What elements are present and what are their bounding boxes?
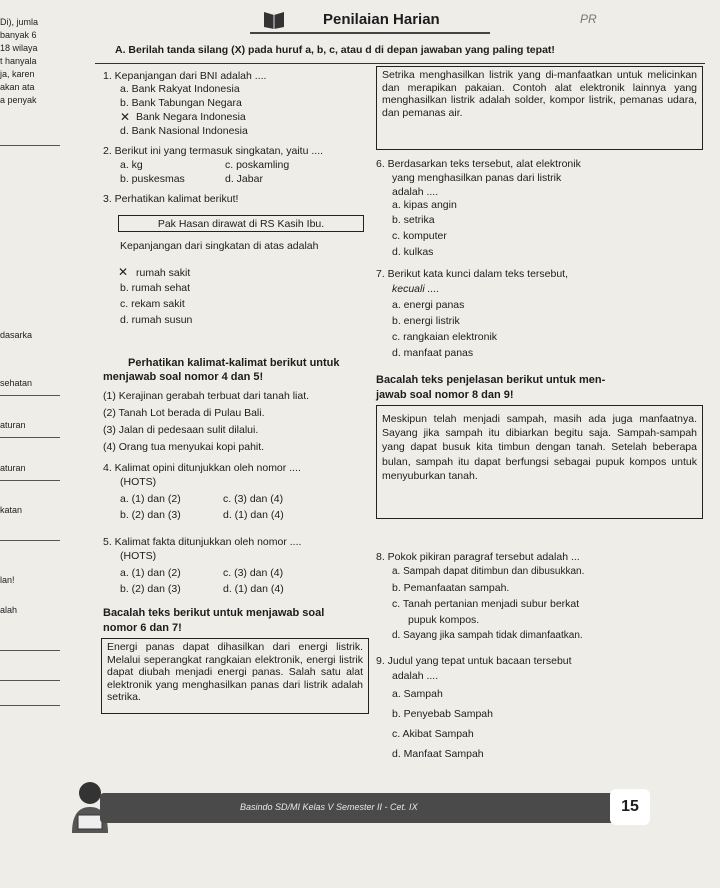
read-instruction: jawab soal nomor 8 dan 9! [376,389,514,401]
q8-option-c-cont: pupuk kompos. [408,614,480,626]
q7-option-b[interactable]: b. energi listrik [392,315,460,327]
margin-text: banyak 6 [0,30,37,40]
margin-text: dasarka [0,330,33,340]
read-instruction: nomor 6 dan 7! [103,622,182,634]
q3-option-b[interactable]: b. rumah sehat [120,282,191,294]
q2-option-a[interactable]: a. kg [120,159,143,171]
q7-option-d[interactable]: d. manfaat panas [392,347,474,359]
q5-option-b[interactable]: b. (2) dan (3) [120,583,181,595]
q3-option-d[interactable]: d. rumah susun [120,314,193,326]
text-box-top [376,66,703,150]
book-icon [262,8,286,30]
q2-option-d[interactable]: d. Jabar [225,173,263,185]
q4-hots: (HOTS) [120,476,157,488]
q3-option-a[interactable]: rumah sakit [136,267,191,279]
q3-follow: Kepanjangan dari singkatan di atas adalah [120,240,319,252]
q6-option-b[interactable]: b. setrika [392,214,435,226]
instruction-text: A. Berilah tanda silang (X) pada huruf a, b, c, atau d di depan jawaban yang paling tepat! [115,44,555,56]
q4-stem: 4. Kalimat opini ditunjukkan oleh nomor .... [103,462,301,474]
q7-stem-2: kecuali .... [392,283,440,295]
sentence-1: (1) Kerajinan gerabah terbuat dari tanah liat. [103,390,310,402]
q2-option-b[interactable]: b. puskesmas [120,173,185,185]
q3-sentence: Pak Hasan dirawat di RS Kasih Ibu. [157,218,325,230]
q8-option-b[interactable]: b. Pemanfaatan sampah. [392,582,510,594]
q7-option-a[interactable]: a. energi panas [392,299,465,311]
answer-cross-mark-icon: ✕ [118,265,129,279]
read-instruction: Bacalah teks penjelasan berikut untuk men- [376,374,606,386]
margin-text: a penyak [0,95,37,105]
footer-bar [100,793,630,823]
q4-option-a[interactable]: a. (1) dan (2) [120,493,181,505]
q6-option-a[interactable]: a. kipas angin [392,199,457,211]
text-box-6-7 [101,638,369,714]
q9-stem-2: adalah .... [392,670,439,682]
q2-stem: 2. Berikut ini yang termasuk singkatan, yaitu .... [103,145,324,157]
margin-text: aturan [0,420,26,430]
margin-text: alah [0,605,18,615]
q6-stem-3: adalah .... [392,186,439,198]
text-box-top-content: Setrika menghasilkan listrik yang di-manfaatkan untuk melicinkan dan merapikan pakaian. Contoh alat elektronik lainnya yang menghasilkan listrik adalah solder, kompor listrik, pemanas udara, dan pemanas air. [382,69,697,119]
handwritten-note: PR [580,12,597,26]
q6-stem: 6. Berdasarkan teks tersebut, alat elektronik [376,158,581,170]
sentence-2: (2) Tanah Lot berada di Pulau Bali. [103,407,265,419]
q1-option-b[interactable]: b. Bank Tabungan Negara [120,97,242,109]
read-instruction: Bacalah teks berikut untuk menjawab soal [103,607,325,619]
sentence-3: (3) Jalan di pedesaan sulit dilalui. [103,424,259,436]
margin-text: lan! [0,575,15,585]
q6-stem-2: yang menghasilkan panas dari listrik [392,172,562,184]
q9-option-d[interactable]: d. Manfaat Sampah [392,748,484,760]
q3-sentence-box [118,215,364,232]
q5-stem: 5. Kalimat fakta ditunjukkan oleh nomor .... [103,536,302,548]
text-box-8-9 [376,405,703,519]
passage-intro: Perhatikan kalimat-kalimat berikut untuk [128,357,340,369]
q4-option-c[interactable]: c. (3) dan (4) [223,493,284,505]
q3-option-c[interactable]: c. rekam sakit [120,298,185,310]
q9-option-b[interactable]: b. Penyebab Sampah [392,708,493,720]
q5-hots: (HOTS) [120,550,157,562]
q5-option-a[interactable]: a. (1) dan (2) [120,567,181,579]
q1-option-c[interactable]: Bank Negara Indonesia [136,111,246,123]
q4-option-d[interactable]: d. (1) dan (4) [223,509,284,521]
q6-option-c[interactable]: c. komputer [392,230,447,242]
passage-intro: menjawab soal nomor 4 dan 5! [103,371,264,383]
q2-option-c[interactable]: c. poskamling [225,159,290,171]
answer-cross-mark-icon: ✕ [120,110,131,124]
instruction-box [95,40,705,64]
page-number: 15 [610,789,650,825]
margin-text: aturan [0,463,26,473]
text-box-8-9-content: Meskipun telah menjadi sampah, masih ada juga manfaatnya. Sayang jika sampah itu dibiarkan begitu saja. Sampah-sampah yang dapat busuk kita timbun dengan tanah. Setelah beberapa bulan, sampah itu dapat berfungsi sebagai pupuk kompos untuk menyuburkan tanah. [382,413,697,482]
q4-option-b[interactable]: b. (2) dan (3) [120,509,181,521]
q5-option-d[interactable]: d. (1) dan (4) [223,583,284,595]
footer-text: Basindo SD/MI Kelas V Semester II - Cet. IX [240,802,418,812]
page-title: Penilaian Harian [323,11,440,28]
text-box-6-7-content: Energi panas dapat dihasilkan dari energi listrik. Melalui seperangkat rangkaian elektronik, energi listrik dapat diubah menjadi energi panas. Salah satu alat elektronik yang menghasilkan panas dari listrik adalah setrika. [107,641,363,704]
q1-option-d[interactable]: d. Bank Nasional Indonesia [120,125,248,137]
sentence-4: (4) Orang tua menyukai kopi pahit. [103,441,265,453]
q7-option-c[interactable]: c. rangkaian elektronik [392,331,498,343]
q8-option-d[interactable]: d. Sayang jika sampah tidak dimanfaatkan. [392,630,583,641]
q8-stem: 8. Pokok pikiran paragraf tersebut adalah ... [376,551,580,563]
q8-option-c[interactable]: c. Tanah pertanian menjadi subur berkat [392,598,580,610]
margin-text: ja, karen [0,69,35,79]
margin-text: 18 wilaya [0,43,38,53]
q1-stem: 1. Kepanjangan dari BNI adalah .... [103,70,267,82]
q9-option-c[interactable]: c. Akibat Sampah [392,728,474,740]
q9-option-a[interactable]: a. Sampah [392,688,443,700]
q9-stem: 9. Judul yang tepat untuk bacaan tersebut [376,655,572,667]
q1-option-a[interactable]: a. Bank Rakyat Indonesia [120,83,240,95]
margin-text: sehatan [0,378,33,388]
margin-text: katan [0,505,23,515]
margin-text: t hanyala [0,56,37,66]
q7-stem: 7. Berikut kata kunci dalam teks tersebut, [376,268,569,280]
margin-text: Di), jumla [0,17,39,27]
q6-option-d[interactable]: d. kulkas [392,246,434,258]
q5-option-c[interactable]: c. (3) dan (4) [223,567,284,579]
q8-option-a[interactable]: a. Sampah dapat ditimbun dan dibusukkan. [392,566,585,577]
q3-stem: 3. Perhatikan kalimat berikut! [103,193,239,205]
margin-text: akan ata [0,82,35,92]
